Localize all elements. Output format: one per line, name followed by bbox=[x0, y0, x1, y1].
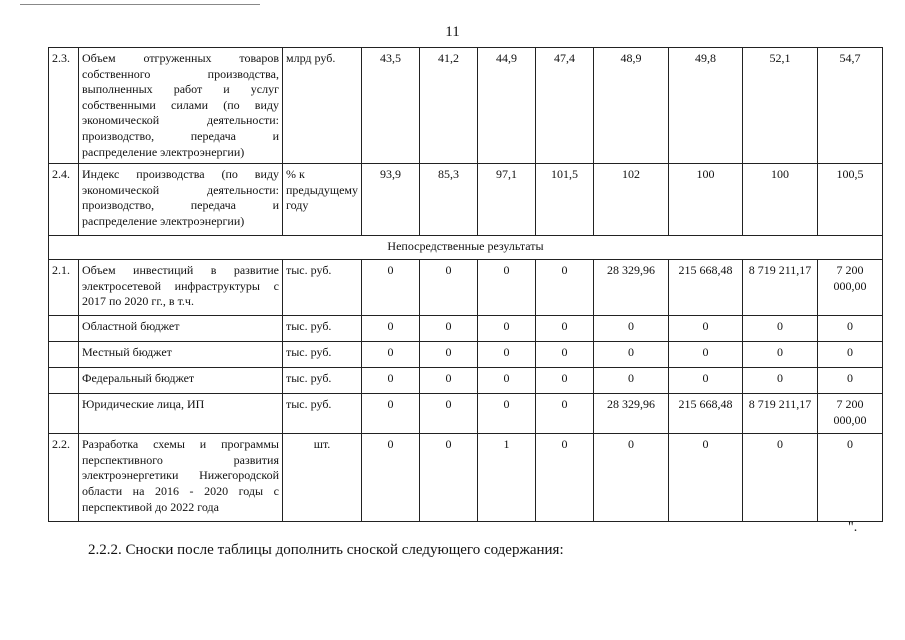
value-cell: 0 bbox=[420, 434, 478, 522]
value-cell: 0 bbox=[362, 434, 420, 522]
value-cell: 0 bbox=[818, 434, 883, 522]
value-cell: 28 329,96 bbox=[594, 394, 669, 434]
closing-quote: ". bbox=[848, 520, 858, 535]
value-cell: 0 bbox=[669, 434, 743, 522]
unit-cell: шт. bbox=[283, 434, 362, 522]
value-cell: 0 bbox=[362, 394, 420, 434]
unit-cell: млрд руб. bbox=[283, 48, 362, 164]
value-cell: 0 bbox=[594, 316, 669, 342]
page-number: 11 bbox=[445, 24, 460, 40]
footer-paragraph: 2.2.2. Сноски после таблицы дополнить сноской следующего содержания: bbox=[88, 542, 564, 558]
value-cell: 49,8 bbox=[669, 48, 743, 164]
value-cell: 44,9 bbox=[478, 48, 536, 164]
value-cell: 85,3 bbox=[420, 164, 478, 236]
value-cell: 47,4 bbox=[536, 48, 594, 164]
value-cell: 0 bbox=[594, 368, 669, 394]
value-cell: 48,9 bbox=[594, 48, 669, 164]
value-cell: 0 bbox=[420, 368, 478, 394]
indicator-name: Объем инвестиций в развитие электросетевой инфраструктуры с 2017 по 2020 гг., в т.ч. bbox=[79, 260, 283, 316]
unit-cell: тыс. руб. bbox=[283, 260, 362, 316]
value-cell: 0 bbox=[669, 316, 743, 342]
unit-cell: тыс. руб. bbox=[283, 394, 362, 434]
indicator-name: Разработка схемы и программы перспективного развития электроэнергетики Нижегородской области на 2016 - 2020 годы с перспективой до 2022 года bbox=[79, 434, 283, 522]
value-cell: 0 bbox=[743, 434, 818, 522]
value-cell: 0 bbox=[818, 342, 883, 368]
value-cell: 0 bbox=[478, 368, 536, 394]
indicator-name: Федеральный бюджет bbox=[79, 368, 283, 394]
value-cell: 0 bbox=[536, 342, 594, 368]
unit-cell: % к предыдущему году bbox=[283, 164, 362, 236]
value-cell: 0 bbox=[362, 260, 420, 316]
value-cell: 0 bbox=[669, 342, 743, 368]
table-row bbox=[49, 260, 883, 316]
value-cell: 0 bbox=[478, 342, 536, 368]
indicator-name: Областной бюджет bbox=[79, 316, 283, 342]
value-cell: 0 bbox=[536, 368, 594, 394]
indicator-name: Юридические лица, ИП bbox=[79, 394, 283, 434]
value-cell: 0 bbox=[669, 368, 743, 394]
row-number bbox=[49, 394, 79, 434]
row-number bbox=[49, 342, 79, 368]
value-cell: 0 bbox=[420, 316, 478, 342]
value-cell: 0 bbox=[362, 316, 420, 342]
value-cell: 215 668,48 bbox=[669, 394, 743, 434]
row-number: 2.4. bbox=[49, 164, 79, 236]
table-row bbox=[49, 164, 883, 236]
value-cell: 7 200 000,00 bbox=[818, 260, 883, 316]
value-cell: 54,7 bbox=[818, 48, 883, 164]
value-cell: 215 668,48 bbox=[669, 260, 743, 316]
value-cell: 0 bbox=[478, 394, 536, 434]
value-cell: 100 bbox=[743, 164, 818, 236]
header-rule bbox=[20, 4, 260, 5]
unit-cell: тыс. руб. bbox=[283, 368, 362, 394]
value-cell: 93,9 bbox=[362, 164, 420, 236]
value-cell: 0 bbox=[420, 260, 478, 316]
value-cell: 8 719 211,17 bbox=[743, 394, 818, 434]
value-cell: 0 bbox=[478, 316, 536, 342]
value-cell: 100,5 bbox=[818, 164, 883, 236]
value-cell: 97,1 bbox=[478, 164, 536, 236]
indicator-name: Индекс производства (по виду экономической деятельности: производство, передача и распределение электроэнергии) bbox=[79, 164, 283, 236]
value-cell: 52,1 bbox=[743, 48, 818, 164]
value-cell: 102 bbox=[594, 164, 669, 236]
value-cell: 0 bbox=[743, 316, 818, 342]
table-row bbox=[49, 434, 883, 522]
value-cell: 7 200 000,00 bbox=[818, 394, 883, 434]
table-row bbox=[49, 48, 883, 164]
value-cell: 41,2 bbox=[420, 48, 478, 164]
value-cell: 0 bbox=[818, 368, 883, 394]
value-cell: 43,5 bbox=[362, 48, 420, 164]
row-number: 2.1. bbox=[49, 260, 79, 316]
value-cell: 0 bbox=[536, 394, 594, 434]
value-cell: 0 bbox=[536, 316, 594, 342]
section-title: Непосредственные результаты bbox=[49, 236, 883, 260]
value-cell: 0 bbox=[818, 316, 883, 342]
value-cell: 1 bbox=[478, 434, 536, 522]
value-cell: 101,5 bbox=[536, 164, 594, 236]
value-cell: 100 bbox=[669, 164, 743, 236]
value-cell: 0 bbox=[743, 368, 818, 394]
value-cell: 0 bbox=[362, 342, 420, 368]
value-cell: 0 bbox=[362, 368, 420, 394]
indicators-table bbox=[48, 47, 883, 522]
table-row bbox=[49, 342, 883, 368]
value-cell: 8 719 211,17 bbox=[743, 260, 818, 316]
value-cell: 0 bbox=[536, 260, 594, 316]
section-row bbox=[49, 236, 883, 260]
value-cell: 0 bbox=[594, 342, 669, 368]
unit-cell: тыс. руб. bbox=[283, 342, 362, 368]
value-cell: 0 bbox=[420, 394, 478, 434]
row-number: 2.2. bbox=[49, 434, 79, 522]
value-cell: 0 bbox=[478, 260, 536, 316]
value-cell: 0 bbox=[594, 434, 669, 522]
row-number bbox=[49, 368, 79, 394]
indicator-name: Местный бюджет bbox=[79, 342, 283, 368]
value-cell: 0 bbox=[743, 342, 818, 368]
value-cell: 0 bbox=[536, 434, 594, 522]
table-row bbox=[49, 368, 883, 394]
row-number bbox=[49, 316, 79, 342]
value-cell: 28 329,96 bbox=[594, 260, 669, 316]
row-number: 2.3. bbox=[49, 48, 79, 164]
table-row bbox=[49, 394, 883, 434]
table-row bbox=[49, 316, 883, 342]
value-cell: 0 bbox=[420, 342, 478, 368]
indicator-name: Объем отгруженных товаров собственного производства, выполненных работ и услуг собственными силами (по виду экономической деятельности: производство, передача и распределение электроэнергии) bbox=[79, 48, 283, 164]
unit-cell: тыс. руб. bbox=[283, 316, 362, 342]
